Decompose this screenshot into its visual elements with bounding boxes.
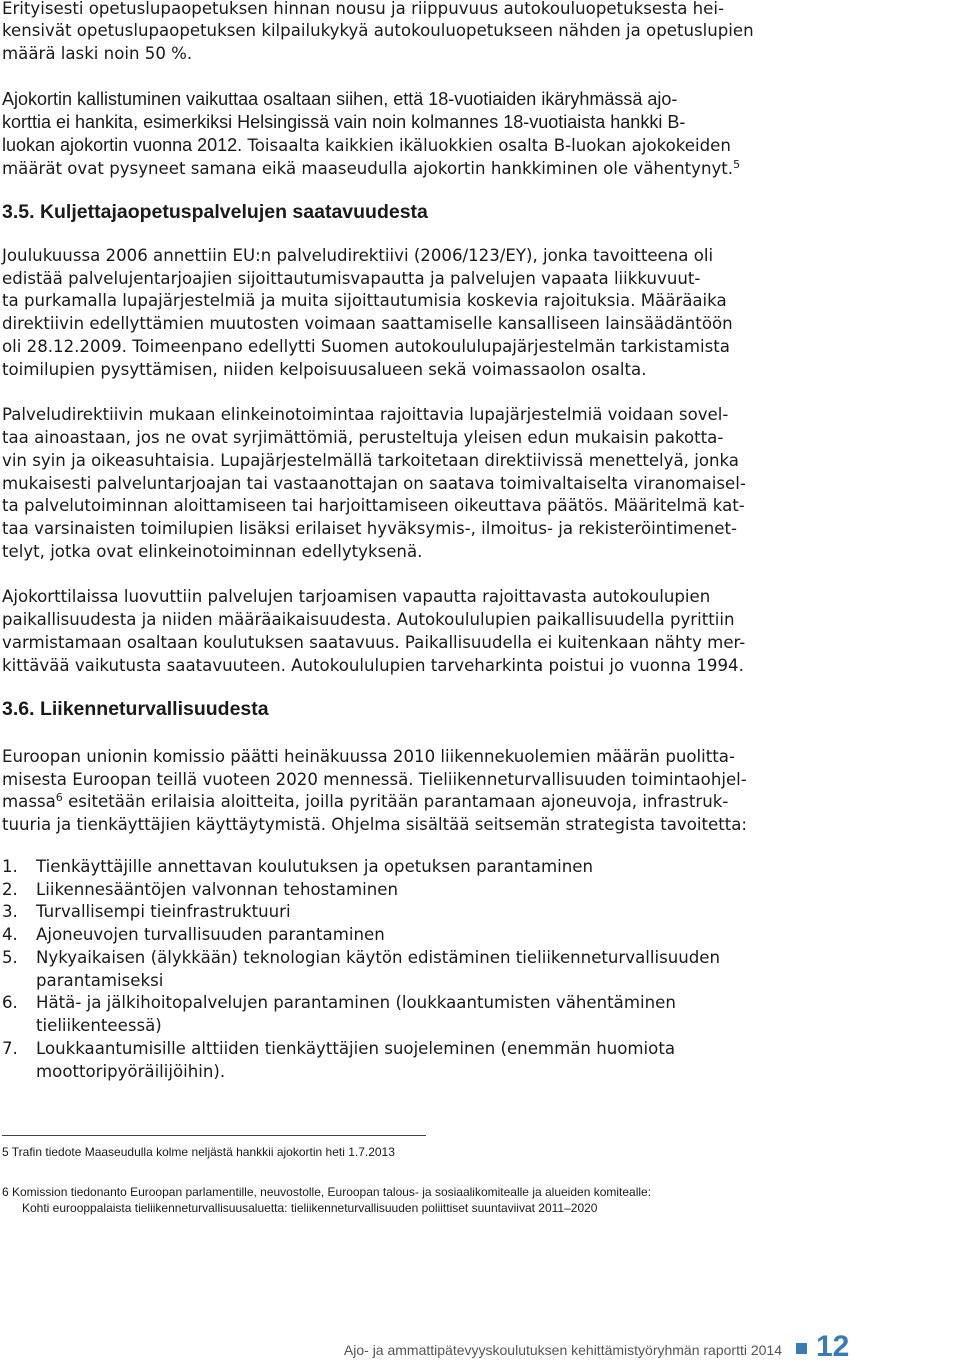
list-item-continuation: tieliikenteessä) [36, 1016, 162, 1035]
page-number: 12 [816, 1330, 850, 1363]
paragraph-line: Joulukuussa 2006 annettiin EU:n palveludirektiivi (2006/123/EY), jonka tavoitteena oli [2, 246, 714, 265]
list-item: Turvallisempi tieinfrastruktuuri [36, 902, 291, 921]
paragraph-line: misesta Euroopan teillä vuoteen 2020 mennessä. Tieliikenneturvallisuuden toimintaohjel- [2, 770, 747, 789]
paragraph-line: Ajokortin kallistuminen vaikuttaa osaltaan siihen, että 18-vuotiaiden ikäryhmässä ajo- [2, 89, 678, 109]
paragraph-line: mukaisesti palveluntarjoajan tai vastaanottajan on saatava toimivaltaiselta viranomaisel- [2, 474, 746, 493]
footnote-ref-5[interactable]: 5 [733, 158, 741, 171]
paragraph-line: direktiivin edellyttämien muutosten voimaan saattamiselle kansalliseen lainsäädäntöön [2, 314, 733, 333]
footnote-5: 5 Trafin tiedote Maaseudulla kolme neljästä hankkii ajokortin heti 1.7.2013 [2, 1145, 395, 1159]
paragraph-line: oli 28.12.2009. Toimeenpano edellytti Suomen autokoululupajärjestelmän tarkistamista [2, 337, 730, 356]
footnote-6: 6 Komission tiedonanto Euroopan parlamentille, neuvostolle, Euroopan talous- ja sosiaalikomitealle ja alueiden komitealle: [2, 1185, 652, 1199]
list-item: Loukkaantumisille alttiiden tienkäyttäjien suojeleminen (enemmän huomiota [36, 1039, 675, 1058]
list-item: Hätä- ja jälkihoitopalvelujen parantaminen (loukkaantumisten vähentäminen [36, 993, 676, 1012]
list-item-number: 3. [2, 902, 18, 921]
paragraph-line: määrä laski noin 50 %. [2, 44, 193, 63]
paragraph-line [2, 134, 731, 157]
paragraph-line: toimilupien pysyttämisen, niiden kelpoisuusalueen sekä voimassaolon osalta. [2, 360, 647, 379]
paragraph-line: edistää palvelujentarjoajien sijoittautumisvapautta ja palvelujen vapaata liikkuvuut- [2, 269, 701, 288]
paragraph-line [2, 790, 728, 813]
footnote-6-continuation: Kohti eurooppalaista tieliikenneturvallisuusaluetta: tieliikenneturvallisuuden poliittiset suuntaviivat 2011–2020 [22, 1201, 598, 1215]
paragraph-line: kittävää vaikutusta saatavuuteen. Autokoululupien tarveharkinta poistui jo vuonna 1994. [2, 656, 744, 675]
section-heading-3-6: 3.6. Liikenneturvallisuudesta [2, 698, 269, 720]
paragraph-span: Toisaalta kaikkien ikäluokkien osalta B-luokan ajokokeiden [242, 136, 731, 155]
paragraph-span: massa [2, 792, 56, 811]
list-item-number: 5. [2, 948, 18, 967]
paragraph-line: varmistamaan osaltaan koulutuksen saatavuus. Paikallisuudella ei kuitenkaan nähty mer- [2, 633, 746, 652]
paragraph-line: taa varsinaisten toimilupien lisäksi erilaiset hyväksymis-, ilmoitus- ja rekisteröintimenet- [2, 519, 737, 538]
paragraph-line: taa ainoastaan, jos ne ovat syrjimättömiä, perusteltuja yleisen edun mukaisin pakotta- [2, 428, 724, 447]
paragraph-line: Euroopan unionin komissio päätti heinäkuussa 2010 liikennekuolemien määrän puolitta- [2, 747, 735, 766]
paragraph-span: luokan ajokortin vuonna 2012. [2, 135, 243, 155]
list-item-number: 6. [2, 993, 18, 1012]
list-item: Ajoneuvojen turvallisuuden parantaminen [36, 925, 385, 944]
paragraph-line: Ajokorttilaissa luovuttiin palvelujen tarjoamisen vapautta rajoittavasta autokoulupien [2, 587, 711, 606]
paragraph-line: vin syin ja oikeasuhtaisia. Lupajärjestelmällä tarkoitetaan direktiivissä menettelyä, jonka [2, 451, 739, 470]
paragraph-line: kensivät opetuslupaopetuksen kilpailukykyä autokouluopetukseen nähden ja opetuslupien [2, 21, 754, 40]
footer-square-marker [796, 1343, 807, 1354]
paragraph-line: ta palvelutoiminnan aloittamiseen tai harjoittamiseen oikeuttava päätös. Määritelmä kat- [2, 496, 745, 515]
paragraph-line: korttia ei hankita, esimerkiksi Helsingissä vain noin kolmannes 18-vuotiaista hankki B- [2, 112, 686, 132]
paragraph-span: esitetään erilaisia aloitteita, joilla pyritään parantamaan ajoneuvoja, infrastruk- [62, 792, 729, 811]
list-item: Liikennesääntöjen valvonnan tehostaminen [36, 880, 398, 899]
footnote-ref-6[interactable]: 6 [55, 791, 63, 804]
list-item-continuation: parantamiseksi [36, 971, 164, 990]
list-item-number: 1. [2, 857, 18, 876]
list-item: Nykyaikaisen (älykkään) teknologian käytön edistäminen tieliikenneturvallisuuden [36, 948, 721, 967]
paragraph-line: ta purkamalla lupajärjestelmiä ja muita sijoittautumisia koskevia rajoituksia. Määräaika [2, 291, 727, 310]
paragraph-line: Palveludirektiivin mukaan elinkeinotoimintaa rajoittavia lupajärjestelmiä voidaan sovel- [2, 405, 729, 424]
footnote-divider [2, 1135, 426, 1136]
section-heading-3-5: 3.5. Kuljettajaopetuspalvelujen saatavuudesta [2, 201, 428, 223]
list-item-number: 2. [2, 880, 18, 899]
list-item-number: 7. [2, 1039, 18, 1058]
paragraph-line: paikallisuudesta ja niiden määräaikaisuudesta. Autokoululupien paikallisuudella pyrittiin [2, 610, 735, 629]
paragraph-line: Erityisesti opetuslupaopetuksen hinnan nousu ja riippuvuus autokouluopetuksesta hei- [2, 0, 724, 18]
paragraph-line [2, 157, 740, 180]
paragraph-line: tuuria ja tienkäyttäjien käyttäytymistä. Ohjelma sisältää seitsemän strategista tavoitetta: [2, 815, 748, 834]
paragraph-span: määrät ovat pysyneet samana eikä maaseudulla ajokortin hankkiminen ole vähentynyt. [2, 159, 734, 178]
list-item-continuation: moottoripyöräilijöihin). [36, 1062, 226, 1081]
list-item-number: 4. [2, 925, 18, 944]
paragraph-line: telyt, jotka ovat elinkeinotoiminnan edellytyksenä. [2, 542, 423, 561]
footer-report-title: Ajo- ja ammattipätevyyskoulutuksen kehittämistyöryhmän raportti 2014 [343, 1342, 782, 1358]
list-item: Tienkäyttäjille annettavan koulutuksen ja opetuksen parantaminen [36, 857, 593, 876]
